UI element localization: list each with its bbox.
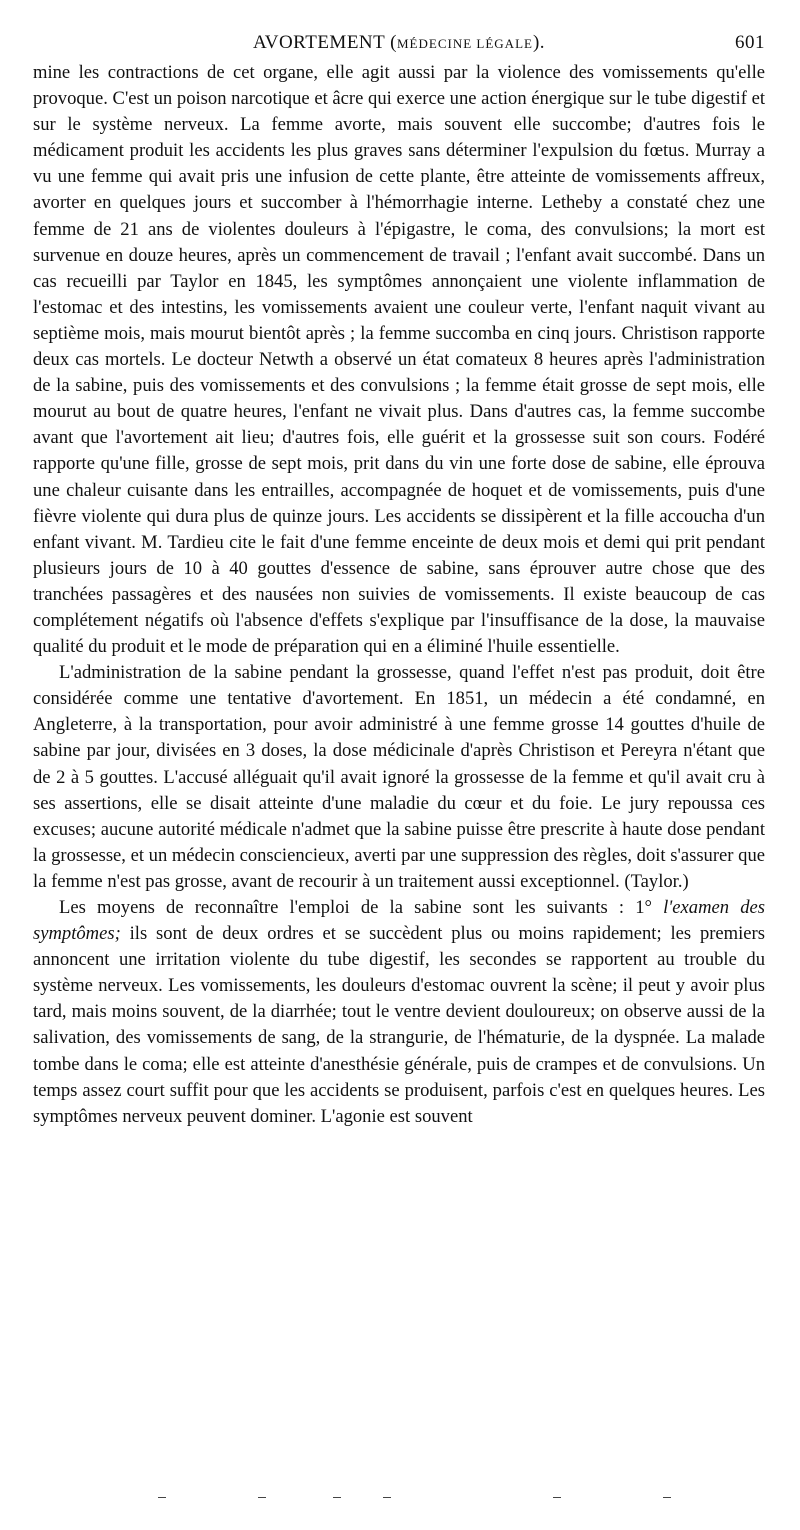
paragraph-legal-case: L'administration de la sabine pendant la grossesse, quand l'effet n'est pas produit, doit être considérée comme une tentative d'avortement. En 1851, un médecin a été condamné, en Angleterre, à la transportation, pour avoir administré à une femme grosse 14 gouttes d'huile de sabine par jour, divisées en 3 doses, la dose médicinale d'après Christison et Pereyra n'étant que de 2 à 5 gouttes. L'accusé alléguait qu'il avait ignoré la grossesse de la femme et qu'il avait cru à ses assertions, elle se disait atteinte d'une maladie du cœur et du foie. Le jury repoussa ces excuses; aucune autorité médicale n'admet que la sabine puisse être prescrite à haute dose pendant la grossesse, et un médecin consciencieux, averti par une suppression des règles, doit s'assurer que la femme n'est pas grosse, avant de recourir à un traitement aussi exceptionnel. (Taylor.) — [33, 662, 765, 892]
bottom-print-marks — [0, 1493, 800, 1503]
running-head — [33, 30, 765, 56]
paragraph-sabine-cases: mine les contractions de cet organe, elle agit aussi par la violence des vomissements qu'elle provoque. C'est un poison narcotique et âcre qui exerce une action énergique sur le tube digestif et sur le système nerveux. La femme avorte, mais souvent elle succombe; d'autres fois le médicament produit les accidents les plus graves sans déterminer l'expulsion du fœtus. Murray a vu une femme qui avait pris une infusion de cette plante, être atteinte de vomissements affreux, avorter en quelques jours et succomber à l'hémorrhagie interne. Letheby a constaté chez une femme de 21 ans de violentes douleurs à l'épigastre, le coma, des convulsions; la mort est survenue en douze heures, après un commencement de travail ; l'enfant avait succombé. Dans un cas recueilli par Taylor en 1845, les symptômes annonçaient une violente inflammation de l'estomac et des intestins, les vomissements avaient une couleur verte, l'enfant naquit vivant au septième mois, mais mourut bientôt après ; la femme succomba en cinq jours. Christison rapporte deux cas mortels. Le docteur Netwth a observé un état comateux 8 heures après l'administration de la sabine, puis des vomissements et des convulsions ; la femme était grosse de sept mois, elle mourut au bout de quatre heures, l'enfant ne vivait plus. Dans d'autres cas, la femme succombe avant que l'avortement ait lieu; d'autres fois, elle guérit et la grossesse suit son cours. Fodéré rapporte qu'une fille, grosse de sept mois, prit dans du vin une forte dose de sabine, elle éprouva une chaleur cuisante dans les entrailles, accompagnée de hoquet et de vomissements, puis d'une fièvre violente qui dura plus de quinze jours. Les accidents se dissipèrent et la fille accoucha d'un enfant vivant. M. Tardieu cite le fait d'une femme enceinte de deux mois et demi qui prit pendant plusieurs jours de 10 à 40 gouttes d'essence de sabine, sans éprouver autre chose que des tranchées passagères et des nausées non suivies de vomissements. Il existe beaucoup de cas complétement négatifs où l'absence d'effets s'explique par l'insuffisance de la dose, la mauvaise qualité du produit et le mode de préparation qui en a éliminé l'huile essentielle. — [33, 62, 765, 658]
paragraph-diagnosis-start: Les moyens de reconnaître l'emploi de la sabine sont les suivants : 1° — [59, 897, 664, 918]
print-mark — [383, 1497, 391, 1498]
paragraph-diagnosis-rest: ils sont de deux ordres et se succèdent plus ou moins rapidement; les premiers annoncent une irritation violente du tube digestif, les secondes se rapportent au trouble du système nerveux. Les vomissements, les douleurs d'estomac ouvrent la scène; il peut y avoir plus tard, mais moins souvent, de la diarrhée; tout le ventre devient douloureux; on observe aussi de la salivation, des vomissements de sang, de la strangurie, de l'hématurie, de la dyspnée. La malade tombe dans le coma; elle est atteinte d'anesthésie générale, puis de crampes et de convulsions. Un temps assez court suffit pour que les accidents se produisent, parfois c'est en quelques heures. Les symptômes nerveux peuvent dominer. L'agonie est souvent — [33, 923, 765, 1127]
print-mark — [158, 1497, 166, 1498]
print-mark — [258, 1497, 266, 1498]
book-page — [33, 30, 765, 1130]
running-title-main: AVORTEMENT ( — [252, 32, 397, 53]
running-title-subtitle: MÉDECINE LÉGALE — [397, 36, 533, 51]
paragraph-diagnosis — [33, 895, 765, 1130]
page-number: 601 — [735, 32, 765, 53]
running-title — [253, 32, 545, 53]
running-title-end: ). — [532, 32, 546, 53]
print-mark — [333, 1497, 341, 1498]
print-mark — [553, 1497, 561, 1498]
print-mark — [663, 1497, 671, 1498]
paragraph-diagnosis-emphasis: l'examen des symptômes; — [33, 897, 765, 945]
